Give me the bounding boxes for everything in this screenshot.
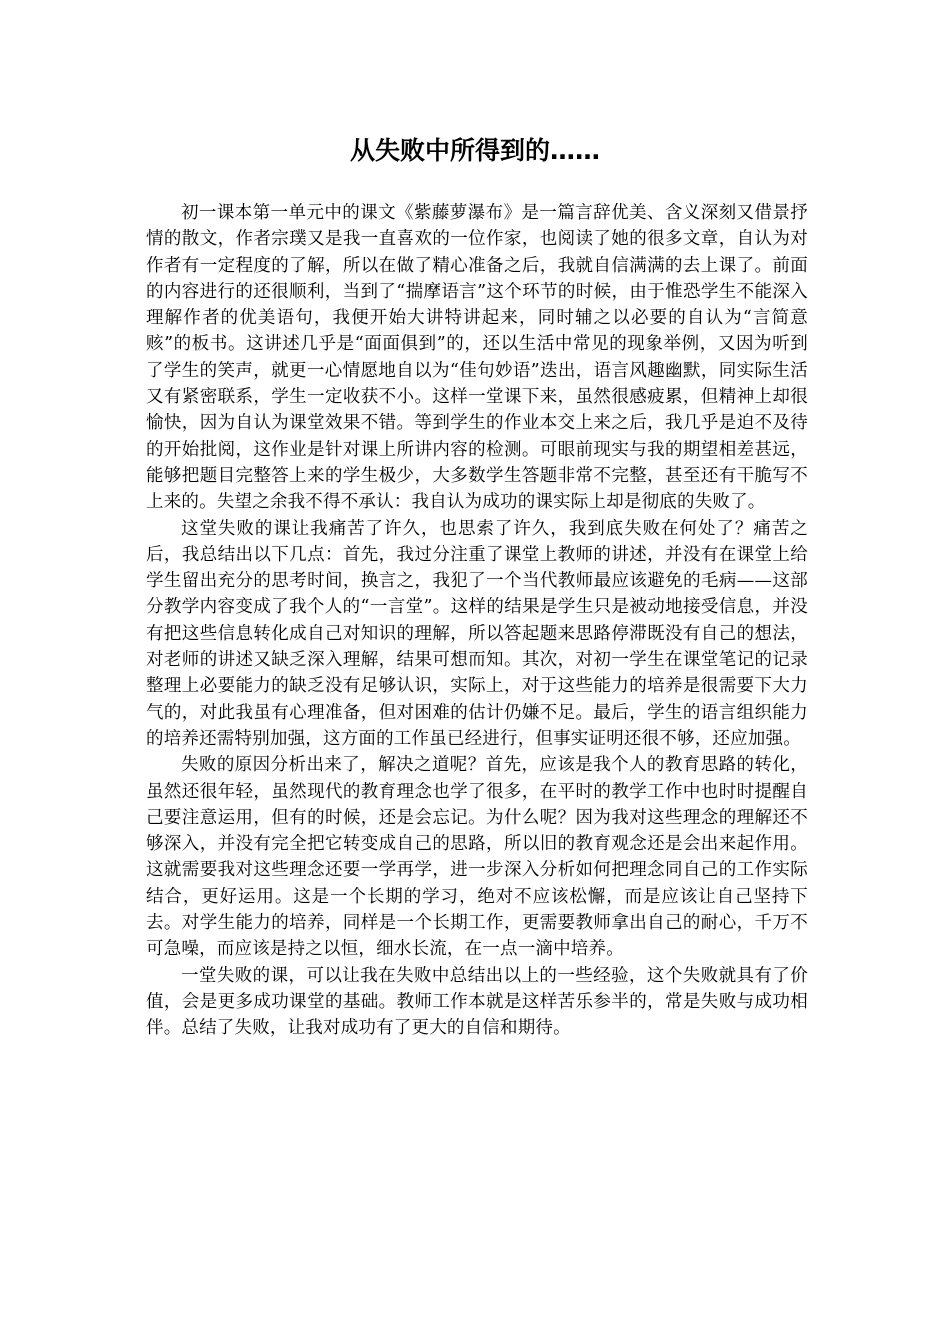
paragraph-1: 初一课本第一单元中的课文《紫藤萝瀑布》是一篇言辞优美、含义深刻又借景抒情的散文，作者宗璞又是我一直喜欢的一位作家，也阅读了她的很多文章，自认为对作者有一定程度的了解，所以在做了精心准备之后，我就自信满满的去上课了。前面的内容进行的还很顺利，当到了“揣摩语言”这个环节的时候，由于惟恐学生不能深入理解作者的优美语句，我便开始大讲特讲起来，同时辅之以必要的自认为“言简意赅”的板书。这讲述几乎是“面面俱到”的，还以生活中常见的现象举例，又因为听到了学生的笑声，就更一心情愿地自以为“佳句妙语”迭出，语言风趣幽默，同实际生活又有紧密联系，学生一定收获不小。这样一堂课下来，虽然很感疲累，但精神上却很愉快，因为自认为课堂效果不错。等到学生的作业本交上来之后，我几乎是迫不及待的开始批阅，这作业是针对课上所讲内容的检测。可眼前现实与我的期望相差甚远，能够把题目完整答上来的学生极少，大多数学生答题非常不完整，甚至还有干脆写不上来的。失望之余我不得不承认：我自认为成功的课实际上却是彻底的失败了。 [146,203,808,513]
document-title: 从失败中所得到的…… [349,136,600,165]
paragraph-2: 这堂失败的课让我痛苦了许久，也思索了许久，我到底失败在何处了？痛苦之后，我总结出以下几点：首先，我过分注重了课堂上教师的讲述，并没有在课堂上给学生留出充分的思考时间，换言之，我犯了一个当代教师最应该避免的毛病——这部分教学内容变成了我个人的“一言堂”。这样的结果是学生只是被动地接受信息，并没有把这些信息转化成自己对知识的理解，所以答起题来思路停滞既没有自己的想法，对老师的讲述又缺乏深入理解，结果可想而知。其次，对初一学生在课堂笔记的记录整理上必要能力的缺乏没有足够认识，实际上，对于这些能力的培养是很需要下大力气的，对此我虽有心理准备，但对困难的估计仍嫌不足。最后，学生的语言组织能力的培养还需特别加强，这方面的工作虽已经进行，但事实证明还很不够，还应加强。 [146,518,808,749]
paragraph-3: 失败的原因分析出来了，解决之道呢？首先，应该是我个人的教育思路的转化，虽然还很年轻，虽然现代的教育理念也学了很多，在平时的教学工作中也时时提醒自己要注意运用，但有的时候，还是会忘记。为什么呢？因为我对这些理念的理解还不够深入，并没有完全把它转变成自己的思路，所以旧的教育观念还是会出来起作用。这就需要我对这些理念还要一学再学，进一步深入分析如何把理念同自己的工作实际结合，更好运用。这是一个长期的学习，绝对不应该松懈，而是应该让自己坚持下去。对学生能力的培养，同样是一个长期工作，更需要教师拿出自己的耐心，千万不可急噪，而应该是持之以恒，细水长流，在一点一滴中培养。 [146,755,808,960]
document-body [146,200,808,1042]
paragraph-4: 一堂失败的课，可以让我在失败中总结出以上的一些经验，这个失败就具有了价值，会是更多成功课堂的基础。教师工作本就是这样苦乐参半的，常是失败与成功相伴。总结了失败，让我对成功有了更大的自信和期待。 [146,965,808,1039]
